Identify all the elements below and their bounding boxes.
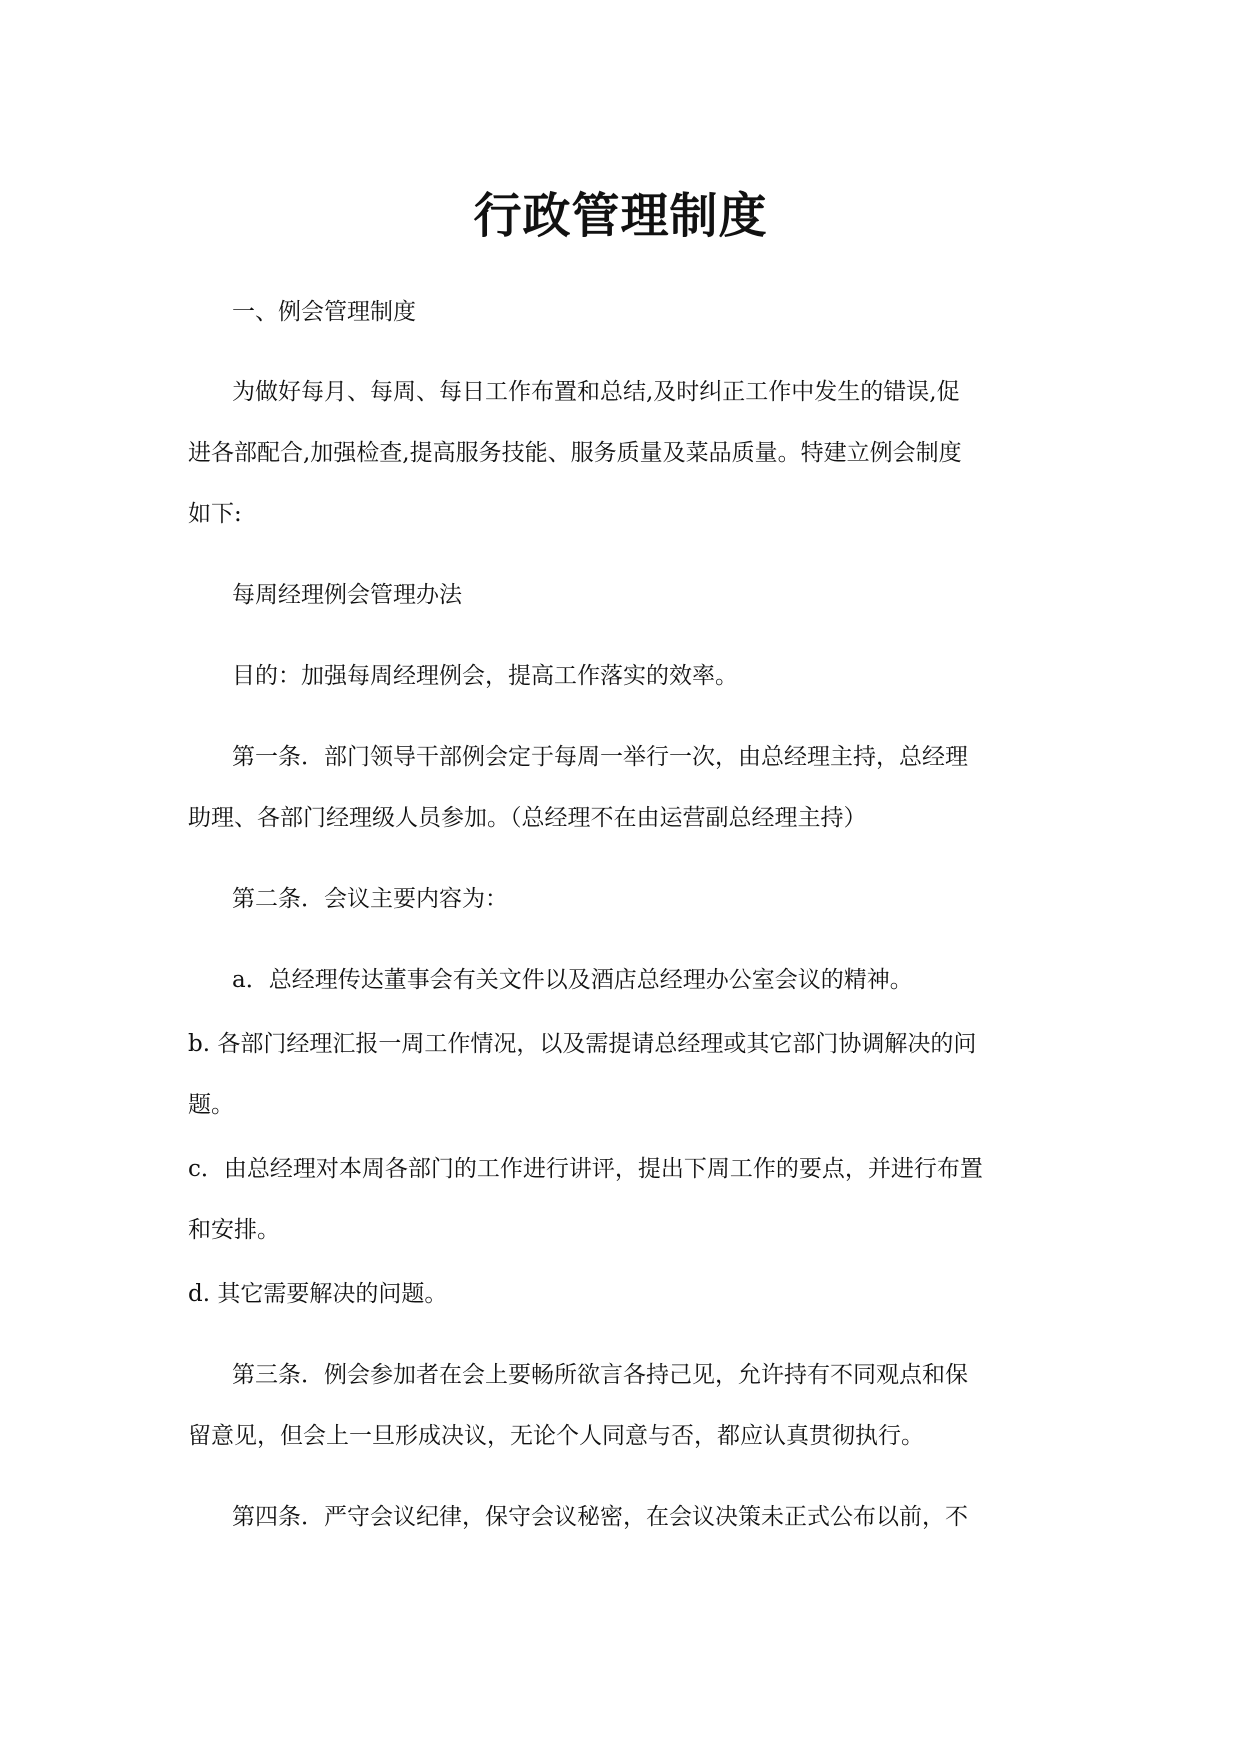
section-heading: 一、例会管理制度 [232, 299, 416, 325]
paragraph-line: 为做好每月、每周、每日工作布置和总结,及时纠正工作中发生的错误,促 [232, 379, 960, 405]
subheading: 每周经理例会管理办法 [232, 582, 462, 608]
list-item-c-continued: 和安排。 [188, 1217, 280, 1243]
paragraph-line: 目的：加强每周经理例会，提高工作落实的效率。 [232, 663, 738, 689]
document-title: 行政管理制度 [473, 188, 768, 244]
list-item-d: d. 其它需要解决的问题。 [188, 1281, 448, 1307]
article-line: 留意见，但会上一旦形成决议，无论个人同意与否，都应认真贯彻执行。 [188, 1423, 924, 1449]
article-line: 第一条．部门领导干部例会定于每周一举行一次，由总经理主持，总经理 [232, 744, 968, 770]
list-item-b-continued: 题。 [188, 1092, 234, 1118]
list-item-b: b. 各部门经理汇报一周工作情况，以及需提请总经理或其它部门协调解决的问 [188, 1031, 977, 1057]
paragraph-line: 如下: [188, 501, 242, 527]
article-line: 助理、各部门经理级人员参加。（总经理不在由运营副总经理主持） [188, 805, 867, 831]
list-item-a: a．总经理传达董事会有关文件以及酒店总经理办公室会议的精神。 [232, 967, 913, 993]
article-line: 第四条．严守会议纪律，保守会议秘密，在会议决策未正式公布以前，不 [232, 1504, 968, 1530]
paragraph-line: 进各部配合,加强检查,提高服务技能、服务质量及菜品质量。特建立例会制度 [188, 440, 962, 466]
list-item-c: c．由总经理对本周各部门的工作进行讲评，提出下周工作的要点，并进行布置 [188, 1156, 983, 1182]
article-line: 第三条．例会参加者在会上要畅所欲言各持己见，允许持有不同观点和保 [232, 1362, 968, 1388]
article-line: 第二条．会议主要内容为： [232, 886, 508, 912]
